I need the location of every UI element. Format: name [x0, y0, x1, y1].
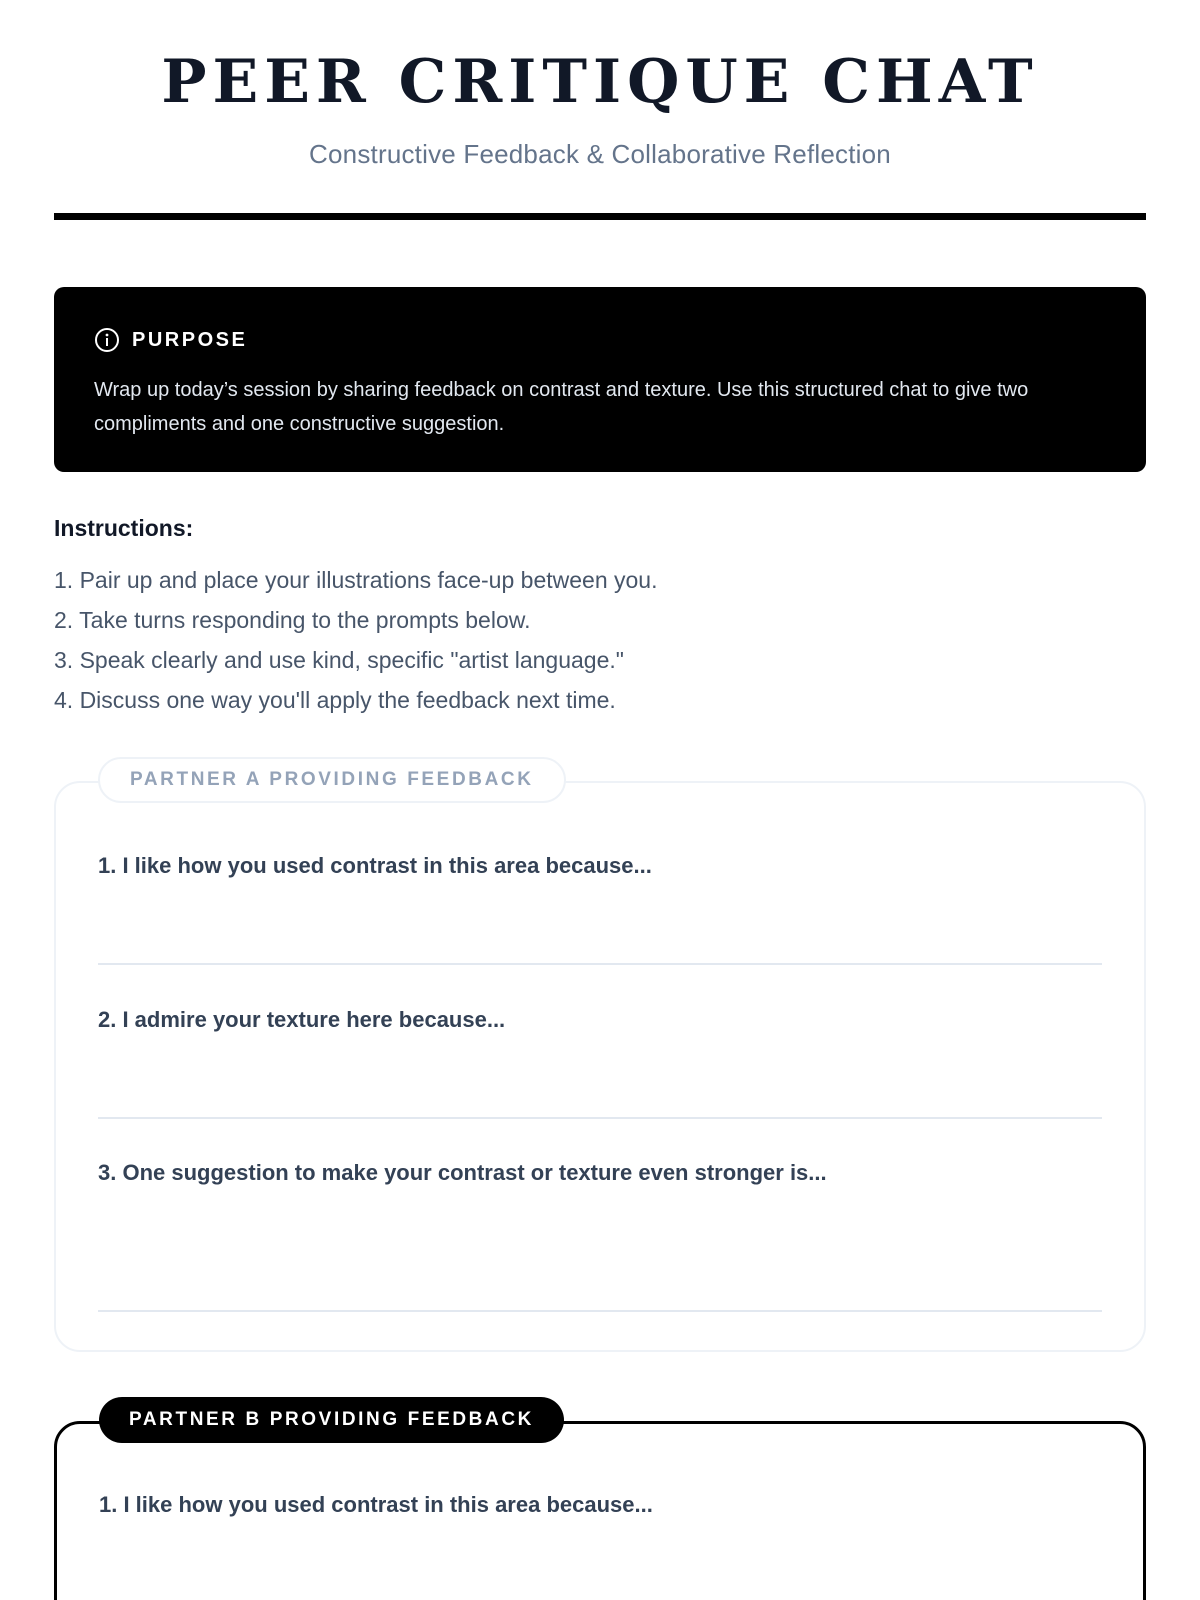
partner-b-label: PARTNER B PROVIDING FEEDBACK — [99, 1397, 564, 1443]
partner-a-label: PARTNER A PROVIDING FEEDBACK — [98, 757, 566, 803]
partner-a-section — [54, 769, 1146, 1352]
header-divider — [54, 213, 1146, 220]
instruction-item: 1. Pair up and place your illustrations face-up between you. — [54, 567, 658, 593]
partner-a-prompt-2: 2. I admire your texture here because... — [98, 1007, 506, 1032]
instruction-item: 2. Take turns responding to the prompts below. — [54, 607, 531, 633]
partner-a-answer-line-2[interactable] — [98, 1117, 1102, 1119]
info-icon — [94, 327, 120, 353]
partner-a-prompt-1: 1. I like how you used contrast in this area because... — [98, 853, 652, 878]
partner-b-prompt-1: 1. I like how you used contrast in this area because... — [99, 1492, 653, 1517]
instruction-item: 3. Speak clearly and use kind, specific "artist language." — [54, 647, 624, 673]
page-title: PEER CRITIQUE CHAT — [161, 47, 1039, 117]
page-subtitle: Constructive Feedback & Collaborative Reflection — [309, 139, 891, 169]
purpose-header — [94, 327, 1106, 353]
partner-a-prompt-3: 3. One suggestion to make your contrast or texture even stronger is... — [98, 1160, 827, 1185]
purpose-box — [54, 287, 1146, 472]
purpose-label: PURPOSE — [132, 328, 248, 351]
instructions-title: Instructions: — [54, 515, 194, 541]
purpose-text: Wrap up today’s session by sharing feedback on contrast and texture. Use this structured chat to give two compliments and one constructive suggestion. — [94, 379, 1029, 435]
instructions-list — [54, 560, 657, 720]
partner-a-answer-line-3[interactable] — [98, 1310, 1102, 1312]
partner-a-answer-line-1[interactable] — [98, 963, 1102, 965]
partner-b-section — [54, 1409, 1146, 1600]
instruction-item: 4. Discuss one way you'll apply the feedback next time. — [54, 687, 616, 713]
